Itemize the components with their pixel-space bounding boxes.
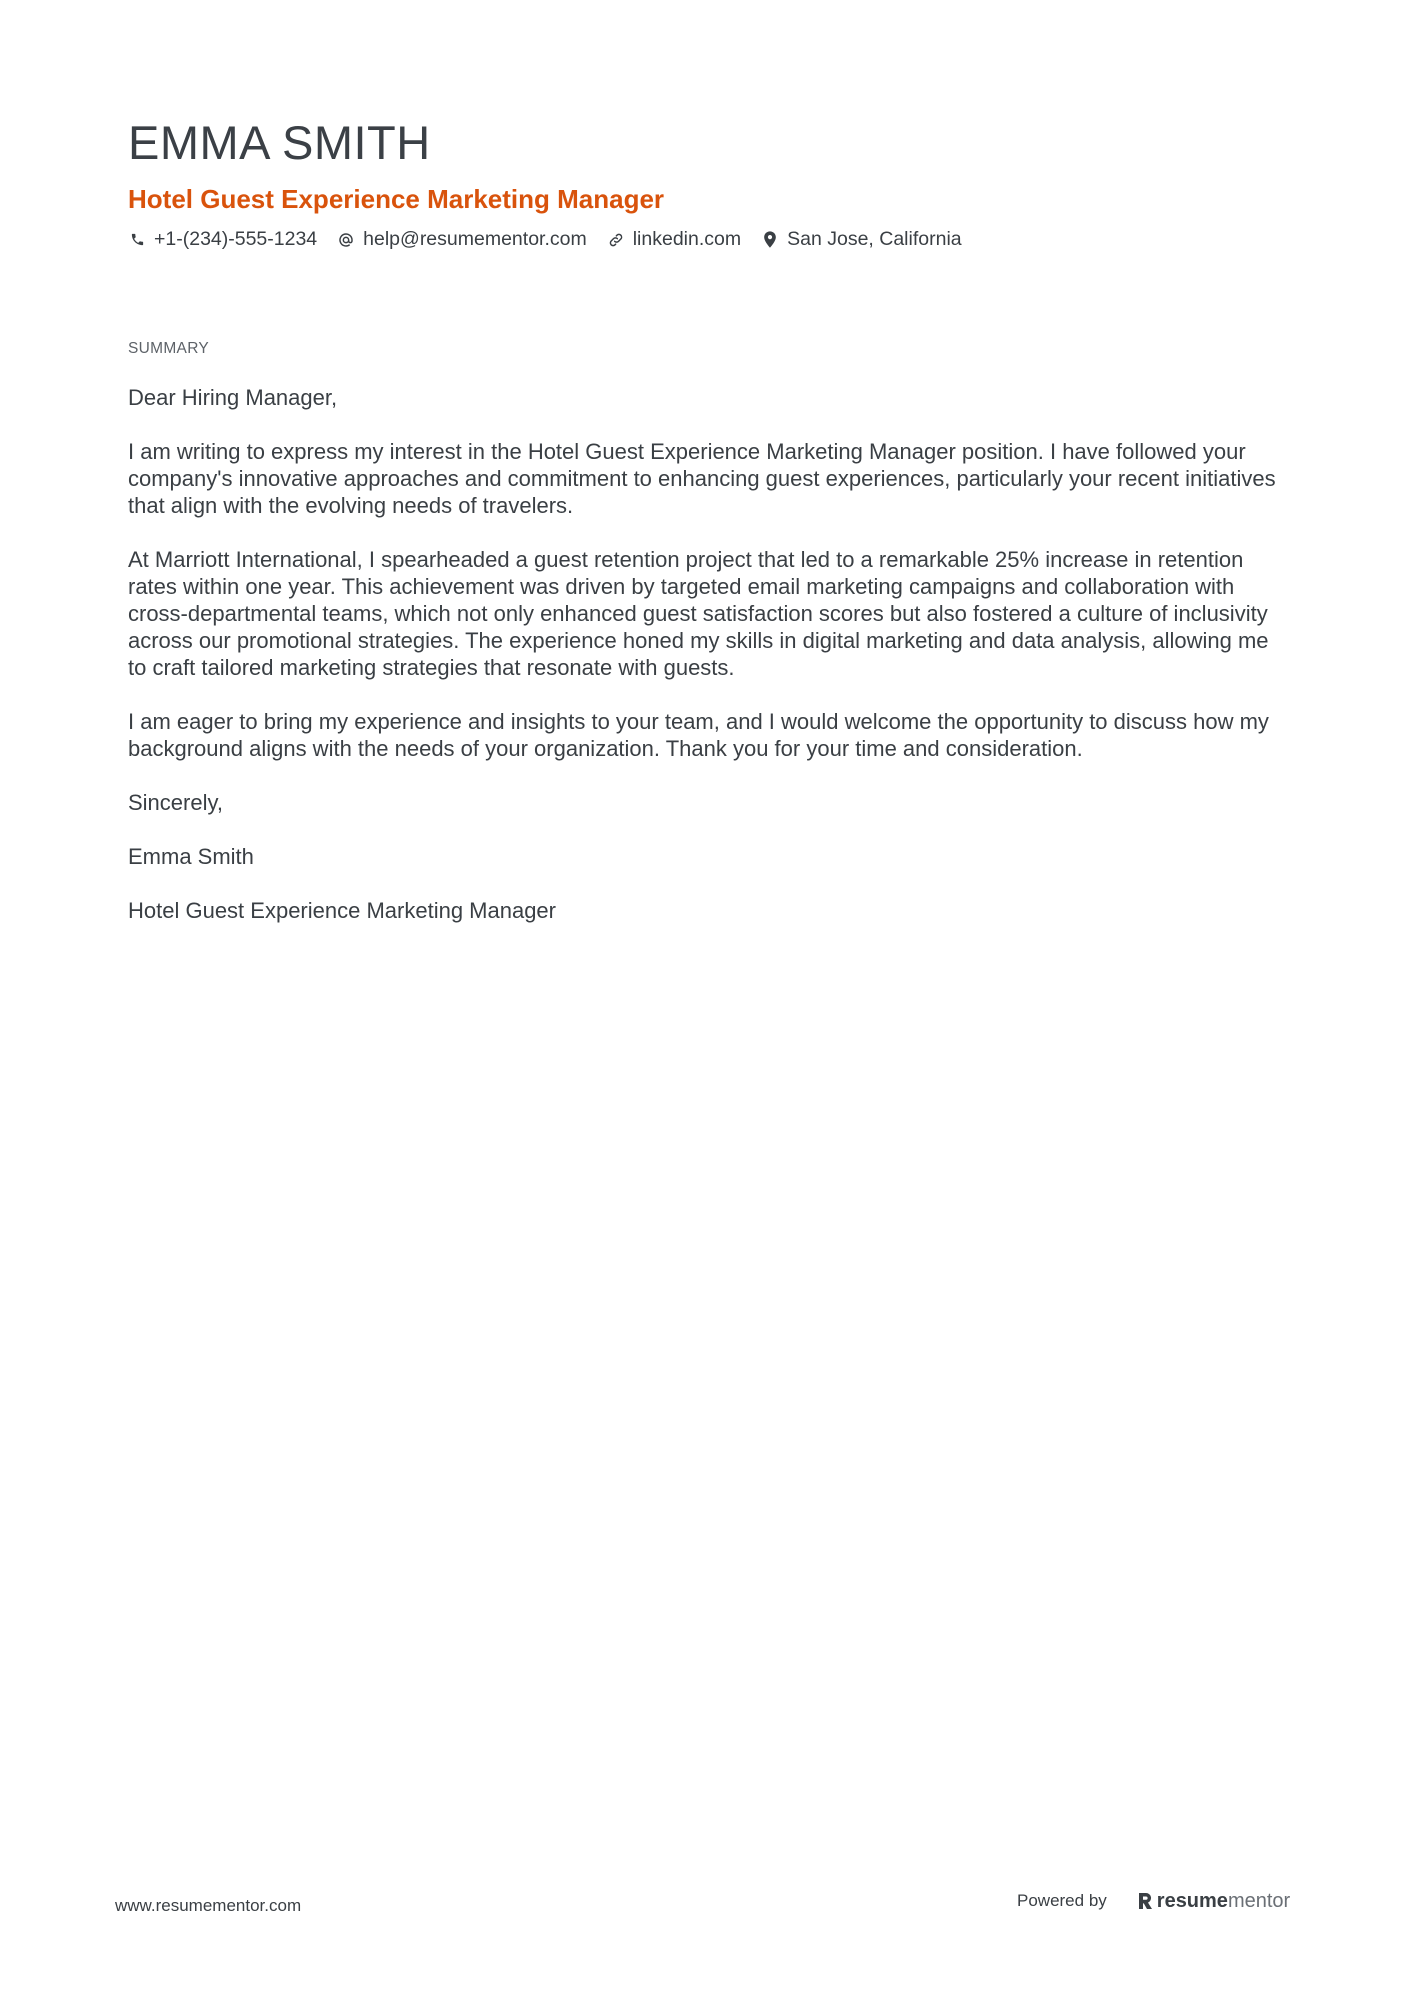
brand-name-part2: mentor — [1227, 1889, 1291, 1912]
footer-website[interactable]: www.resumementor.com — [115, 1896, 302, 1915]
letter-paragraph: I am eager to bring my experience and insights to your team, and I would welcome the opportunity to discuss how my background aligns with the needs of your organization. Thank you for your time and consideration. — [128, 709, 1269, 761]
contact-location — [761, 228, 962, 251]
contact-phone — [128, 228, 317, 251]
phone-icon — [128, 231, 146, 249]
at-icon — [337, 231, 355, 249]
email-text: help@resumementor.com — [363, 228, 587, 250]
letter-paragraph: I am writing to express my interest in the Hotel Guest Experience Marketing Manager position. I have followed your company's innovative approaches and commitment to enhancing guest experiences, particularly your recent initiatives that align with the evolving needs of travelers. — [128, 439, 1276, 518]
letter-body — [128, 384, 1288, 951]
job-title: Hotel Guest Experience Marketing Manager — [128, 184, 665, 214]
candidate-name: EMMA SMITH — [128, 116, 431, 169]
closing: Sincerely, — [128, 790, 223, 815]
footer-branding — [1017, 1886, 1290, 1916]
signature-name: Emma Smith — [128, 844, 254, 869]
location-pin-icon — [761, 231, 779, 249]
phone-text: +1-(234)-555-1234 — [154, 228, 318, 250]
section-label-summary: SUMMARY — [128, 340, 210, 357]
contact-email[interactable] — [337, 228, 587, 251]
contact-bar — [128, 228, 982, 251]
brand-logo[interactable] — [1137, 1890, 1290, 1913]
linkedin-text: linkedin.com — [632, 228, 742, 250]
signature-title: Hotel Guest Experience Marketing Manager — [128, 898, 556, 923]
powered-by-text: Powered by — [1017, 1891, 1107, 1910]
brand-logo-icon — [1137, 1891, 1153, 1911]
salutation: Dear Hiring Manager, — [128, 385, 338, 410]
brand-name-part1: resume — [1156, 1889, 1228, 1912]
link-icon — [607, 231, 625, 249]
letter-paragraph: At Marriott International, I spearheaded a guest retention project that led to a remarkable 25% increase in retention rates within one year. This achievement was driven by targeted email marketing campaigns and collaboration with cross-departmental teams, which not only enhanced guest satisfaction scores but also fostered a culture of inclusivity across our promotional strategies. The experience honed my skills in digital marketing and data analysis, allowing me to craft tailored marketing strategies that resonate with guests. — [128, 547, 1269, 680]
contact-linkedin[interactable] — [607, 228, 741, 251]
location-text: San Jose, California — [787, 228, 962, 250]
